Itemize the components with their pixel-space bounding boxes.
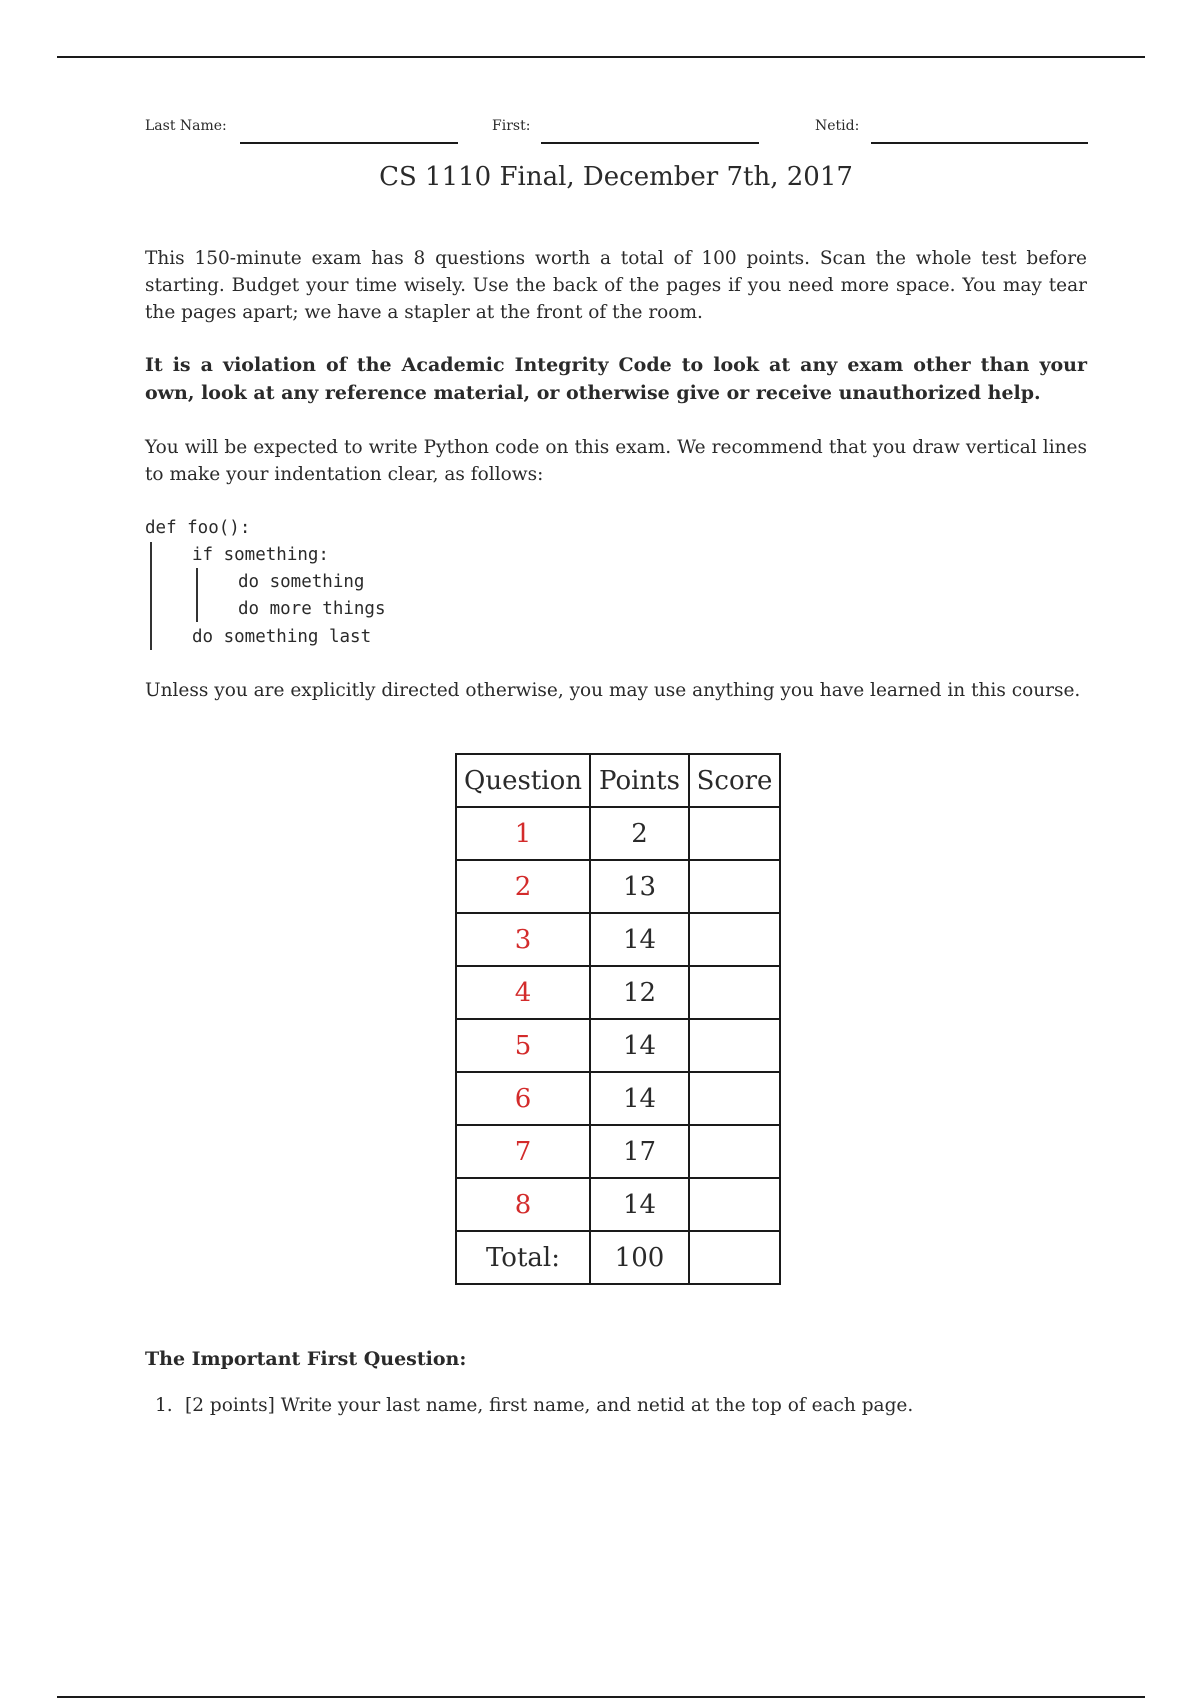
- name-fields-row: [145, 118, 1087, 148]
- points-cell: 13: [590, 860, 689, 913]
- table-row: [456, 966, 780, 1019]
- top-rule: [57, 56, 1145, 58]
- question-number-label: 1.: [155, 1395, 173, 1416]
- table-row: [456, 913, 780, 966]
- table-total-row: [456, 1231, 780, 1284]
- table-header-row: [456, 754, 780, 807]
- score-cell[interactable]: [689, 1178, 780, 1231]
- score-cell[interactable]: [689, 966, 780, 1019]
- first-name-field[interactable]: [492, 118, 530, 134]
- points-cell: 14: [590, 1072, 689, 1125]
- table-row: [456, 1019, 780, 1072]
- total-points: 100: [590, 1231, 689, 1284]
- exam-title: CS 1110 Final, December 7th, 2017: [379, 162, 853, 192]
- score-cell[interactable]: [689, 1125, 780, 1178]
- score-cell[interactable]: [689, 860, 780, 913]
- first-name-label: First:: [492, 118, 531, 134]
- code-line: do something last: [192, 627, 372, 647]
- points-cell: 17: [590, 1125, 689, 1178]
- score-cell[interactable]: [689, 1072, 780, 1125]
- table-row: [456, 1125, 780, 1178]
- score-cell[interactable]: [689, 913, 780, 966]
- question-number[interactable]: 3: [456, 913, 590, 966]
- points-cell: 14: [590, 1178, 689, 1231]
- unless-paragraph: Unless you are explicitly directed otherwise, you may use anything you have learned in this course.: [145, 680, 1081, 701]
- last-name-blank[interactable]: [240, 142, 458, 144]
- points-cell: 14: [590, 913, 689, 966]
- total-score-cell[interactable]: [689, 1231, 780, 1284]
- score-cell[interactable]: [689, 1019, 780, 1072]
- score-cell[interactable]: [689, 807, 780, 860]
- points-cell: 14: [590, 1019, 689, 1072]
- header-points: Points: [590, 754, 689, 807]
- indent-guide-outer: [150, 542, 152, 650]
- python-paragraph: You will be expected to write Python code on this exam. We recommend that you draw vertical lines to make your indentation clear, as follows:: [145, 437, 1087, 485]
- netid-blank[interactable]: [871, 142, 1088, 144]
- first-name-blank[interactable]: [541, 142, 759, 144]
- first-question: [155, 1395, 913, 1416]
- code-line: do more things: [238, 599, 386, 619]
- points-cell: 2: [590, 807, 689, 860]
- table-row: [456, 1072, 780, 1125]
- total-label: Total:: [456, 1231, 590, 1284]
- table-row: [456, 860, 780, 913]
- first-question-heading: The Important First Question:: [145, 1348, 467, 1370]
- points-cell: 12: [590, 966, 689, 1019]
- question-text: [2 points] Write your last name, first name, and netid at the top of each page.: [185, 1395, 914, 1416]
- score-table: [455, 753, 781, 1285]
- table-row: [456, 1178, 780, 1231]
- question-number[interactable]: 4: [456, 966, 590, 1019]
- netid-field[interactable]: [815, 118, 859, 134]
- table-row: [456, 807, 780, 860]
- netid-label: Netid:: [815, 118, 860, 134]
- question-number[interactable]: 8: [456, 1178, 590, 1231]
- bottom-rule: [57, 1696, 1145, 1698]
- integrity-paragraph: It is a violation of the Academic Integrity Code to look at any exam other than your own, look at any reference material, or otherwise give or receive unauthorized help.: [145, 354, 1087, 404]
- indent-guide-inner: [196, 568, 198, 622]
- code-line: if something:: [192, 545, 329, 565]
- question-number[interactable]: 6: [456, 1072, 590, 1125]
- question-number[interactable]: 5: [456, 1019, 590, 1072]
- question-number[interactable]: 2: [456, 860, 590, 913]
- last-name-label: Last Name:: [145, 118, 227, 134]
- code-line: do something: [238, 572, 365, 592]
- question-number[interactable]: 7: [456, 1125, 590, 1178]
- header-score: Score: [689, 754, 780, 807]
- last-name-field[interactable]: [145, 118, 227, 134]
- code-line: def foo():: [145, 518, 251, 538]
- question-number[interactable]: 1: [456, 807, 590, 860]
- intro-paragraph: This 150-minute exam has 8 questions worth a total of 100 points. Scan the whole test before starting. Budget your time wisely. Use the back of the pages if you need more space. You may tear the pages apart; we have a stapler at the front of the room.: [145, 248, 1087, 323]
- header-question: Question: [456, 754, 590, 807]
